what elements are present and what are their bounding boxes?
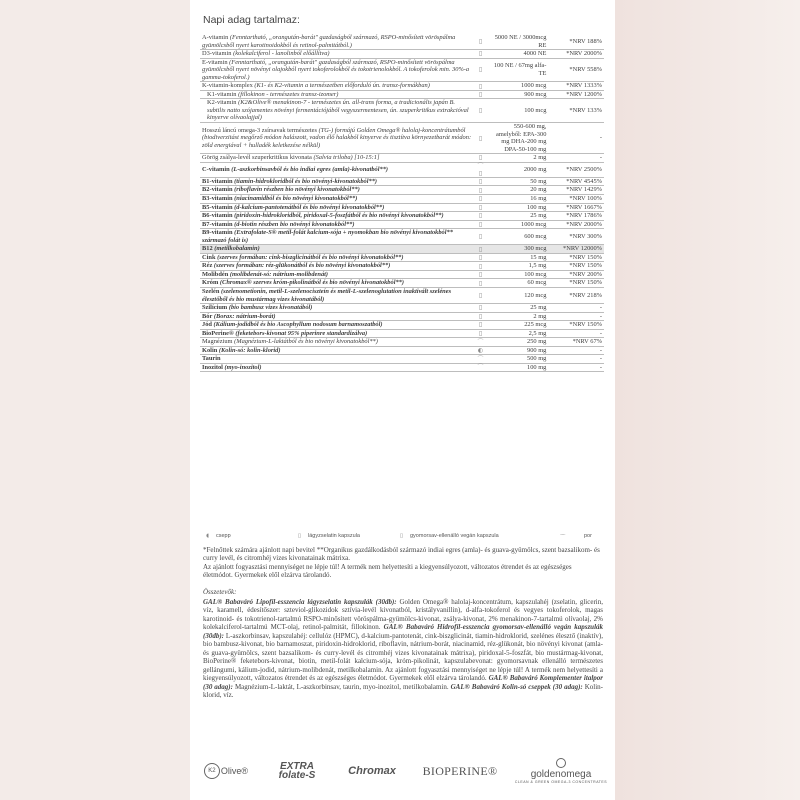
- nutrient-description: (Borax: nátrium-borát): [212, 312, 276, 320]
- amount: 60 mcg: [487, 279, 548, 288]
- nutrient-description: (niacinamidból és bio növényi kivonatokból**): [232, 195, 358, 202]
- form-icon: ▯: [474, 229, 488, 245]
- nutrient-name: Szilícium: [202, 304, 228, 312]
- form-icon: ◐: [474, 346, 488, 355]
- nutrient-name: B5-vitamin: [202, 203, 233, 211]
- amount: 2 mg: [487, 312, 548, 321]
- nutrient-name-cell: [200, 99, 474, 123]
- product-2-text: L-aszkorbinsav, kapszulahéj: cellulóz (HPMC), d-kalcium-pantotenát, cink-biszglicinát, tiamin-hidroklorid, szelénes élesztő (inaktív), bio bambusz-kivonat, bio barnamoszat, piridoxin-hidroklorid, riboflavin, nátrium-borát, niacinamid, réz-glükonát, bio növényi kivonat (amla- és guava-gyümölcs, szent bazsalikom- és curry-levél és citromhéj vizes kivonatainak mátrixa), piridoxal-5-foszfát, bio mustármag-kivonat, BioPerine® feketebors-kivonat, biotin, metil-folát kalcium-sója, króm-pikolinát, kapszulabevonat: gyomorsavnak ellenálló természetes gellángumi, kálium-jodid, nátrium-molibdenát, metilkobalamin.: [203, 631, 603, 674]
- nutrient-description: (Salvia triloba) [10-15:1]: [311, 154, 380, 162]
- nutrient-row: [200, 346, 604, 355]
- nutrient-description: (piridoxin-hidrokloridból, piridoxal-5-foszfátból és bio növényi kivonatokból**): [232, 212, 444, 220]
- nutrient-row: [200, 321, 604, 330]
- nutrient-description: (szerves formában: réz-glükonátból és bio növényi kivonatokból**): [212, 262, 391, 270]
- nutrient-name: K2-vitamin: [207, 99, 237, 107]
- amount: 300 mcg: [487, 245, 548, 254]
- bioperine-logo: BIOPERINE®: [422, 763, 498, 778]
- nutrient-name-cell: [200, 279, 474, 288]
- nutrient-name: Réz: [202, 262, 213, 270]
- legend: [200, 532, 604, 544]
- form-icon: ▯: [474, 304, 488, 313]
- nrv-value: *NRV 1333%: [548, 82, 604, 91]
- form-icon: ▯: [474, 177, 488, 186]
- nutrient-description: (kolekalciferol - lanolinból előállítva): [231, 50, 330, 58]
- nutrient-description: (Fenntartható, „orangután-barát" gazdaságból származó, RSPO-minősített vöröspálma gyümölcsből nyert karotinoidokból és retinol-palmitátból.): [202, 34, 456, 49]
- nrv-value: *NRV 200%: [548, 270, 604, 279]
- product-3-name: GAL® Babaváró Komplementer italpor (30 adag):: [203, 674, 603, 691]
- nutrient-row: [200, 245, 604, 254]
- amount: 900 mcg: [487, 90, 548, 99]
- nutrient-name-cell: [200, 154, 474, 163]
- nrv-value: *NRV 150%: [548, 262, 604, 271]
- nutrient-name: Szelén: [202, 288, 220, 296]
- nrv-value: *NRV 150%: [548, 321, 604, 330]
- form-icon: ▯: [474, 220, 488, 229]
- nutrient-row: [200, 99, 604, 123]
- nutrient-row: [200, 203, 604, 212]
- product-2-name: GAL® Babaváró Hidrofil-esszencia gyomorsav-ellenálló vegán kapszulák (30db):: [203, 623, 604, 640]
- amount: 16 mg: [487, 195, 548, 204]
- nutrient-name-cell: [200, 58, 474, 82]
- nrv-value: *NRV 558%: [548, 58, 604, 82]
- amount: 25 mg: [487, 212, 548, 221]
- k2-olive-logo: K2 Olive®: [196, 756, 256, 786]
- amount: 4000 NE: [487, 50, 548, 59]
- nutrient-name-cell: [200, 229, 474, 245]
- form-icon: ▯: [474, 90, 488, 99]
- form-icon: ⌒: [474, 338, 488, 347]
- nutrient-description: (Extrafolate-S® metil-folát kalcium-sója + nyomokban bio növényi kivonatokból** származó folát is): [202, 229, 453, 244]
- nutrient-name: K-vitamin-komplex: [202, 82, 253, 90]
- nutrient-name: E-vitamin: [202, 58, 228, 66]
- nutrient-name: Magnézium: [202, 338, 233, 346]
- goldenomega-drop-icon: [556, 758, 566, 768]
- nutrient-row: [200, 329, 604, 338]
- nutrient-name: Inozitol: [202, 363, 223, 371]
- amount: 5000 NE / 3000mcg RE: [487, 34, 548, 50]
- nutrient-row: [200, 338, 604, 347]
- nutrient-name: Hosszú láncú omega-3 zsírsavak természetes: [202, 126, 317, 134]
- form-icon: ▯: [474, 312, 488, 321]
- amount: 100 NE / 67mg alfa-TE: [487, 58, 548, 82]
- nutrient-description: (Fenntartható, „orangután-barát" gazdaságból származó, RSPO-minősített vöröspálma gyümölcsből nyert növényi olajokból nyert tokoferolokból és tokotrienolokból. A tokoferolok min. 30%-a gamma-tokoferol.): [202, 58, 470, 81]
- nutrient-row: [200, 195, 604, 204]
- nrv-value: -: [548, 154, 604, 163]
- nrv-value: -: [548, 363, 604, 372]
- nrv-value: *NRV 1429%: [548, 186, 604, 195]
- nutrient-name: B9-vitamin: [202, 229, 233, 237]
- form-icon: ▯: [474, 279, 488, 288]
- nutrient-description: (riboflavin részben bio növényi kivonatokból**): [232, 186, 360, 194]
- form-icon: ▯: [474, 245, 488, 254]
- nrv-value: -: [548, 355, 604, 364]
- product-1-text: Golden Omega® halolaj-koncentrátum, kapszulahéj (zselatin, glicerin, víz, karamell, édesítőszer: szteviol-glikozidok sztívia-levél kivonatból, kristályvanillin), d-alfa-tokoferol és vegyes tokoferolok, magas karotinoid- és tokotrienol-tartalmú RSPO-minősített vöröspálma-gyümölcs-kivonat, zsálya-kivonat, 2% menakinon-7-tartalmú olívaolaj, 2% kolekalciferol-tartalmú MCT-olaj, retinol-palmitát, fillokinon.: [203, 597, 603, 632]
- nutrient-name-cell: [200, 82, 474, 91]
- nutrient-description: (szerves formában: cink-biszglicinátból és bio növényi kivonatokból**): [215, 253, 404, 261]
- form-icon: ▯: [474, 270, 488, 279]
- nrv-value: *NRV 133%: [548, 99, 604, 123]
- amount: 100 mg: [487, 363, 548, 372]
- product-4-name: GAL® Babaváró Kolin-só cseppek (30 adag):: [450, 682, 583, 691]
- product-3-text: Magnézium-L-laktát, L-aszkorbinsav, taurin, myo-inozitol, metilkobalamin.: [232, 682, 449, 691]
- nutrient-row: [200, 229, 604, 245]
- nutrient-description: (szelenometionin, metil-L-szelenociszteín és metil-L-szelenoglutation inaktivált szelénes élesztőből és bio mustármag vizes kivonatából): [202, 288, 452, 303]
- amount: 250 mg: [487, 338, 548, 347]
- nrv-value: *NRV 2500%: [548, 162, 604, 177]
- nutrient-name: Bór: [202, 312, 213, 320]
- form-icon: ⌒ ▯: [474, 162, 488, 177]
- amount: 500 mg: [487, 355, 548, 364]
- nutrient-description: (metilkobalamin): [212, 245, 260, 253]
- form-icon: ▯: [474, 253, 488, 262]
- nutrient-name: B2-vitamin: [202, 186, 233, 194]
- footnotes: [203, 546, 603, 580]
- nutrient-name: D3-vitamin: [202, 50, 232, 58]
- nutrient-name: BioPerine®: [202, 329, 234, 337]
- nutrient-name-cell: [200, 90, 474, 99]
- nutrient-name-cell: [200, 245, 474, 254]
- nrv-value: *NRV 2000%: [548, 50, 604, 59]
- nrv-value: *NRV 100%: [548, 195, 604, 204]
- amount: 550-600 mg, amelyből: EPA-300 mg DHA-200 mg DPA-50-100 mg: [487, 123, 548, 154]
- nutrient-name-cell: [200, 195, 474, 204]
- nutrient-row: [200, 58, 604, 82]
- form-icon: ▯: [474, 34, 488, 50]
- form-icon: ▯: [474, 288, 488, 304]
- amount: 1,5 mg: [487, 262, 548, 271]
- form-icon: ▯: [474, 195, 488, 204]
- nrv-value: *NRV 4545%: [548, 177, 604, 186]
- nutrient-description: (K1- és K2-vitamin a természetben előforduló ún. transz-formákban): [252, 82, 430, 90]
- nrv-value: *NRV 2000%: [548, 220, 604, 229]
- nutrient-description: (molibdenát-só: nátrium-molibdenát): [228, 270, 329, 278]
- nutrient-name-cell: [200, 186, 474, 195]
- amount: 2,5 mg: [487, 329, 548, 338]
- nutrient-name-cell: [200, 321, 474, 330]
- softgel-icon: ▯: [298, 533, 302, 539]
- amount: 100 mcg: [487, 270, 548, 279]
- nutrient-description: (myo-inozitol): [222, 363, 262, 371]
- nutrient-description: (K2&Olive® menakinon-7 - természetes ún. all-trans forma, a tradicionális japán B. subtilis natto szójamentes növényi fermentációjából vegyszermentesen, ún. szuperkritikus extrakcióval kinyerve olívaolajjal): [207, 99, 469, 122]
- form-icon: ▯: [474, 123, 488, 154]
- amount: 225 mcg: [487, 321, 548, 330]
- nutrient-name-cell: [200, 212, 474, 221]
- nutrient-name: A-vitamin: [202, 34, 229, 41]
- nutrient-description: (Chromax® szerves króm-pikolinátból és bio növényi kivonatokból**): [218, 279, 404, 287]
- nutrient-name-cell: [200, 338, 474, 347]
- nutrient-name-cell: [200, 220, 474, 229]
- form-icon: ⌒: [474, 355, 488, 364]
- nutrient-name: B1-vitamin: [202, 177, 233, 185]
- nutrient-row: [200, 186, 604, 195]
- form-icon: ▯: [474, 154, 488, 163]
- nrv-value: -: [548, 329, 604, 338]
- nutrient-name-cell: [200, 203, 474, 212]
- nrv-value: *NRV 218%: [548, 288, 604, 304]
- nutrient-description: (feketebors-kivonat 95% piperinre standardizálva): [233, 329, 368, 337]
- nutrient-name-cell: [200, 363, 474, 372]
- form-icon: ⌒: [474, 363, 488, 372]
- form-icon: ▯: [474, 262, 488, 271]
- nutrient-name: B12: [202, 245, 213, 253]
- product-1-name: GAL® Babaváró Lipofil-esszencia lágyzselatin kapszulák (30db):: [203, 597, 397, 606]
- legend-softgel: lágyzselatin kapszula: [308, 533, 360, 539]
- nutrient-name: Taurin: [202, 355, 221, 363]
- nutrient-name: K1-vitamin: [207, 90, 237, 98]
- section-title: Napi adag tartalmaz:: [203, 14, 300, 26]
- legend-veggie: gyomorsav-ellenálló vegán kapszula: [410, 533, 499, 539]
- nutrient-name-cell: [200, 34, 474, 50]
- nutrient-description: (TG-) formájú Golden Omega® halolaj-koncentrátumból (biodiverzitást megőrző módon halászott, vadon élő halakból kinyerve és tisztítva környezetbarát módon: zöld energiával + hulladék keletkezése nélkül): [202, 126, 472, 149]
- nutrient-name-cell: [200, 262, 474, 271]
- nutrient-row: [200, 154, 604, 163]
- k2-circle-icon: K2: [204, 763, 220, 779]
- nrv-value: *NRV 1786%: [548, 212, 604, 221]
- form-icon: ▯: [474, 99, 488, 123]
- nutrient-description: (Kálium-jodidból és bio Ascophyllum nodosum barnamoszatból): [211, 321, 383, 329]
- form-icon: ▯: [474, 329, 488, 338]
- nutrient-name-cell: [200, 355, 474, 364]
- nutrient-description: (bio bambusz vizes kivonatából): [227, 304, 313, 312]
- amount: 100 mg: [487, 203, 548, 212]
- powder-icon: ⌒: [560, 535, 566, 541]
- nutrient-name-cell: [200, 329, 474, 338]
- nutrient-row: [200, 253, 604, 262]
- amount: 1000 mcg: [487, 82, 548, 91]
- nutrient-row: [200, 82, 604, 91]
- ingredients-heading: Összetevők:: [203, 588, 237, 596]
- amount: 25 mg: [487, 304, 548, 313]
- nutrient-name-cell: [200, 123, 474, 154]
- form-icon: ▯: [474, 212, 488, 221]
- amount: 2000 mg: [487, 162, 548, 177]
- nutrient-row: [200, 270, 604, 279]
- amount: 100 mcg: [487, 99, 548, 123]
- nrv-value: *NRV 150%: [548, 279, 604, 288]
- nutrient-description: (d-biotin részben bio növényi kivonatokból**): [232, 220, 355, 228]
- nrv-value: -: [548, 304, 604, 313]
- nutrient-name: Molibdén: [202, 270, 229, 278]
- form-icon: ▯: [474, 58, 488, 82]
- amount: 15 mg: [487, 253, 548, 262]
- footnote-1: *Felnőttek számára ajánlott napi bevitel **Organikus gazdálkodásból származó indiai egres (amla)- és guava-gyümölcs, szent bazsalikom- és curry levél, és citromhéj vizes kivonatainak mátrixa.: [203, 546, 600, 563]
- nutrient-description: (fillokinon - természetes transz-izomer): [236, 90, 339, 98]
- nutrient-name-cell: [200, 253, 474, 262]
- form-icon: ▯: [474, 186, 488, 195]
- nutrient-name-cell: [200, 312, 474, 321]
- legend-powder: por: [584, 533, 592, 539]
- amount: 900 mg: [487, 346, 548, 355]
- nutrient-name-cell: [200, 162, 474, 177]
- nutrient-name-cell: [200, 346, 474, 355]
- nrv-value: *NRV 150%: [548, 253, 604, 262]
- nutrient-name: Cink: [202, 253, 216, 261]
- form-icon: ▯: [474, 321, 488, 330]
- nutrient-row: [200, 279, 604, 288]
- amount: 1000 mcg: [487, 220, 548, 229]
- nutrient-name: Jód: [202, 321, 212, 329]
- nutrient-name: C-vitamin: [202, 166, 230, 174]
- nutrient-row: [200, 363, 604, 372]
- brand-logos: [196, 756, 608, 786]
- nutrient-description: (d-kalcium-pantotenátból és bio növényi kivonatokból**): [232, 203, 385, 211]
- nutrient-row: [200, 177, 604, 186]
- nutrient-row: [200, 162, 604, 177]
- nutrient-name: Görög zsálya-levél szuperkritikus kivonata: [202, 154, 312, 162]
- nutrient-row: [200, 262, 604, 271]
- nutrient-name: B7-vitamin: [202, 220, 233, 228]
- form-icon: ▯: [474, 82, 488, 91]
- nutrient-row: [200, 50, 604, 59]
- nutrient-name-cell: [200, 50, 474, 59]
- amount: 120 mcg: [487, 288, 548, 304]
- nutrient-description: (Kolin-só: kolin-klorid): [217, 346, 281, 354]
- product-4-text: Kolin-klorid, víz.: [203, 682, 603, 700]
- form-icon: ▯: [474, 50, 488, 59]
- nutrient-row: [200, 212, 604, 221]
- nrv-value: -: [548, 312, 604, 321]
- nutrient-name-cell: [200, 288, 474, 304]
- veggie-capsule-icon: ▯: [400, 533, 404, 539]
- nutrient-name-cell: [200, 270, 474, 279]
- nutrient-description: (L-aszkorbinsavból és bio indiai egres (amla)-kivonatból**): [229, 166, 389, 174]
- extrafolate-logo: EXTRA folate-S: [278, 761, 316, 781]
- nrv-value: *NRV 188%: [548, 34, 604, 50]
- nrv-value: *NRV 1200%: [548, 90, 604, 99]
- background-edge: [615, 0, 800, 800]
- form-icon: ▯: [474, 203, 488, 212]
- nutrition-table: [200, 34, 604, 372]
- nutrient-name: B6-vitamin: [202, 212, 233, 220]
- warning-text: Az ajánlott fogyasztási mennyiséget ne lépje túl! A termék nem helyettesíti a kiegyensúlyozott, változatos étrendet és az egészséges életmódot. Gyermekek elől elzárva tárolandó.: [203, 665, 604, 683]
- nrv-value: *NRV 300%: [548, 229, 604, 245]
- ingredients: [203, 588, 603, 700]
- nutrient-name: Króm: [202, 279, 219, 287]
- nutrient-description: (Magnézium-L-laktátból és bio növényi kivonatokból**): [232, 338, 378, 346]
- chromax-logo: Chromax: [348, 765, 396, 777]
- nutrient-name-cell: [200, 177, 474, 186]
- amount: 600 mcg: [487, 229, 548, 245]
- drop-icon: ◖: [206, 533, 209, 539]
- nutrient-row: [200, 34, 604, 50]
- nutrient-row: [200, 90, 604, 99]
- footnote-2: Az ajánlott fogyasztási mennyiséget ne lépje túl! A termék nem helyettesíti a kiegyensúlyozott, változatos étrendet és az egészséges életmódot. Gyermekek elől elzárva tárolandó.: [203, 562, 572, 580]
- nrv-value: *NRV 12000%: [548, 245, 604, 254]
- legend-drop: csepp: [216, 533, 231, 539]
- amount: 2 mg: [487, 154, 548, 163]
- nutrient-name-cell: [200, 304, 474, 313]
- amount: 20 mg: [487, 186, 548, 195]
- goldenomega-logo: goldenomega CLEAN & GREEN OMEGA-3 CONCENTRATES: [514, 756, 608, 786]
- nutrient-row: [200, 288, 604, 304]
- nutrient-row: [200, 220, 604, 229]
- nutrient-row: [200, 355, 604, 364]
- nutrient-row: [200, 304, 604, 313]
- nutrient-row: [200, 123, 604, 154]
- nrv-value: *NRV 1667%: [548, 203, 604, 212]
- nutrient-name: B3-vitamin: [202, 195, 233, 202]
- nrv-value: *NRV 67%: [548, 338, 604, 347]
- nrv-value: -: [548, 346, 604, 355]
- nutrient-name: Kolin: [202, 346, 218, 354]
- amount: 50 mg: [487, 177, 548, 186]
- nutrient-description: (tiamin-hidrokloridból és bio növényi-kivonatokból**): [232, 177, 378, 185]
- nrv-value: -: [548, 123, 604, 154]
- nutrient-row: [200, 312, 604, 321]
